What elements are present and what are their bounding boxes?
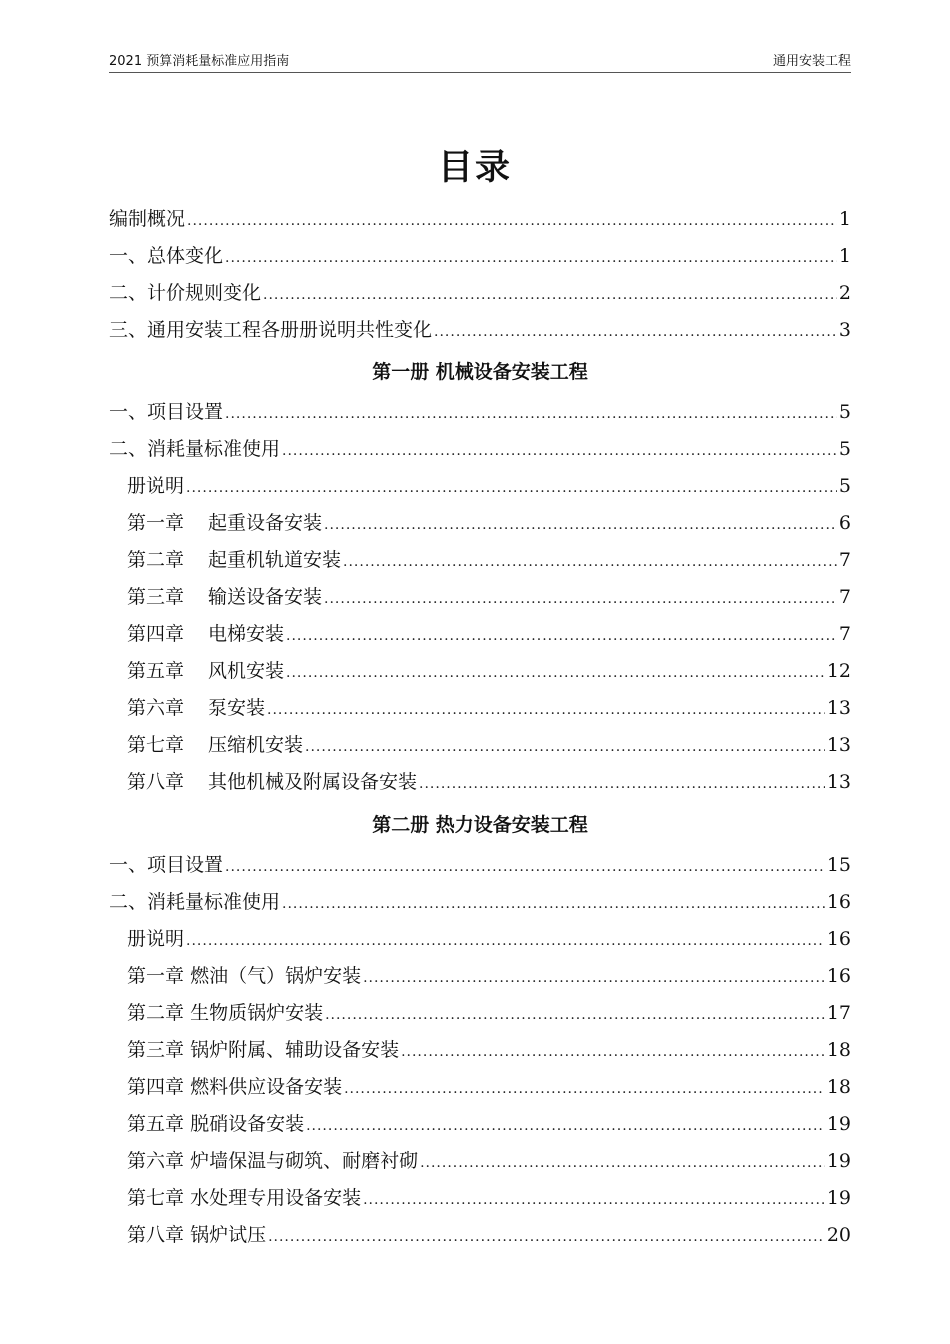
toc-entry-book1-ch7[interactable]: 第七章 压缩机安装 ..... 13	[127, 730, 851, 760]
toc-title: 目录	[437, 148, 512, 188]
toc-entry-book2-notes[interactable]: 册说明 ..... 16	[127, 924, 851, 954]
toc-entry-book1-ch5[interactable]: 第五章 风机安装 ..... 12	[127, 656, 851, 686]
toc-entry-book1-ch4[interactable]: 第四章 电梯安装 ..... 7	[127, 619, 851, 649]
toc-entry-common-changes[interactable]: 三、通用安装工程各册册说明共性变化 ..... 3	[109, 315, 851, 345]
toc-entry-book2-usage[interactable]: 二、消耗量标准使用 ..... 16	[109, 887, 851, 917]
toc-entry-book1-notes[interactable]: 册说明 ..... 5	[127, 471, 851, 501]
toc-entry-book2-ch4[interactable]: 第四章 燃料供应设备安装 ..... 18	[127, 1072, 851, 1102]
toc-entry-book2-ch8[interactable]: 第八章 锅炉试压 ..... 20	[127, 1220, 851, 1250]
toc-entry-book2-items[interactable]: 一、项目设置 ..... 15	[109, 850, 851, 880]
toc-entry-book2-ch3[interactable]: 第三章 锅炉附属、辅助设备安装 ..... 18	[127, 1035, 851, 1065]
section-title-book1: 第一册 机械设备安装工程	[372, 361, 588, 383]
section-title-book2: 第二册 热力设备安装工程	[372, 814, 588, 836]
toc-entry-overall-changes[interactable]: 一、总体变化 ..... 1	[109, 241, 851, 271]
toc-entry-pricing-rules[interactable]: 二、计价规则变化 ..... 2	[109, 278, 851, 308]
toc-entry-book1-ch8[interactable]: 第八章 其他机械及附属设备安装 ..... 13	[127, 767, 851, 797]
toc-entry-book1-ch6[interactable]: 第六章 泵安装 ..... 13	[127, 693, 851, 723]
toc-entry-book2-ch7[interactable]: 第七章 水处理专用设备安装 ..... 19	[127, 1183, 851, 1213]
toc-entry-book2-ch2[interactable]: 第二章 生物质锅炉安装 ..... 17	[127, 998, 851, 1028]
toc-entry-overview[interactable]: 编制概况 ..... 1	[109, 204, 851, 234]
toc-entry-book1-ch1[interactable]: 第一章 起重设备安装 ..... 6	[127, 508, 851, 538]
toc-entry-book1-usage[interactable]: 二、消耗量标准使用 ..... 5	[109, 434, 851, 464]
toc-entry-book2-ch6[interactable]: 第六章 炉墙保温与砌筑、耐磨衬砌 ..... 19	[127, 1146, 851, 1176]
toc-entry-book2-ch1[interactable]: 第一章 燃油（气）锅炉安装 ..... 16	[127, 961, 851, 991]
toc-entry-book1-ch2[interactable]: 第二章 起重机轨道安装 ..... 7	[127, 545, 851, 575]
toc-entry-book1-ch3[interactable]: 第三章 输送设备安装 ..... 7	[127, 582, 851, 612]
toc-entry-book2-ch5[interactable]: 第五章 脱硝设备安装 ..... 19	[127, 1109, 851, 1139]
header-left-text: 2021 预算消耗量标准应用指南	[109, 54, 290, 69]
page-header	[109, 48, 851, 73]
toc-entry-book1-items[interactable]: 一、项目设置 ..... 5	[109, 397, 851, 427]
header-right-text: 通用安装工程	[772, 54, 851, 69]
